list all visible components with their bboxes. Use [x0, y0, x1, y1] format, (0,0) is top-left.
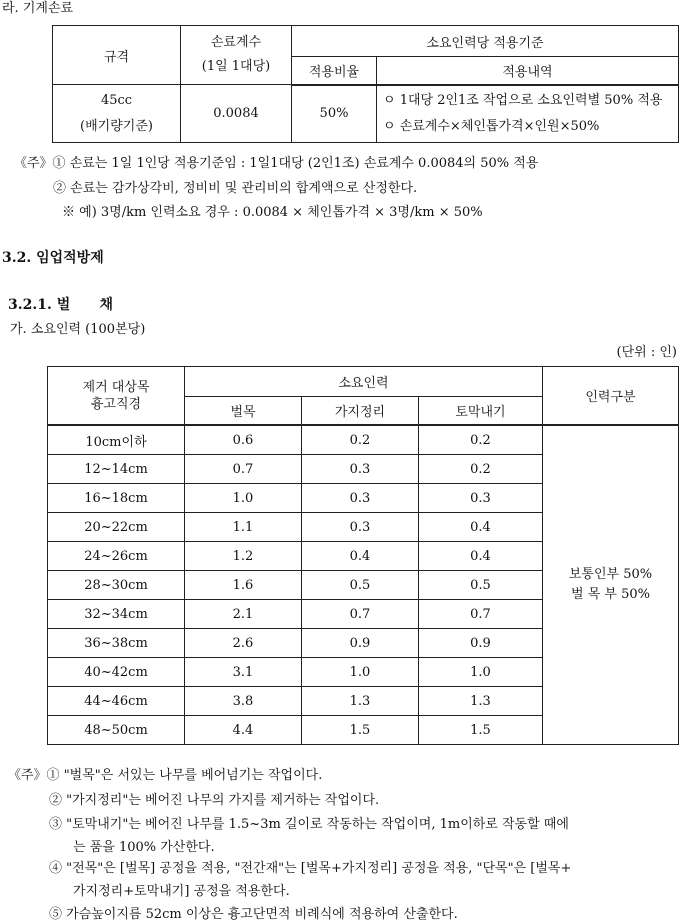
- cell-cut: 1.0: [185, 484, 302, 513]
- cell-size: 24~26cm: [48, 542, 185, 571]
- cell-size: 12~14cm: [48, 455, 185, 484]
- cell-buck: 1.5: [419, 716, 543, 745]
- cell-cut: 0.7: [185, 455, 302, 484]
- cell-coef: 0.0084: [181, 85, 292, 143]
- note2-line4a: ④ "전목"은 [벌목] 공정을 적용, "전간재"는 [벌목+가지정리] 공정을 적용, "단목"은 [벌목+: [49, 861, 572, 876]
- cell-branch: 1.0: [302, 658, 419, 687]
- heading-3-2: 3.2. 임업적방제: [2, 250, 104, 266]
- cell-cut: 3.8: [185, 687, 302, 716]
- heading-3-2-1: 3.2.1. 벌 채: [8, 297, 114, 313]
- cell-buck: 0.2: [419, 455, 543, 484]
- header-cut: 벌목: [185, 397, 302, 426]
- header-target: 제거 대상목 흉고직경: [48, 367, 185, 426]
- cell-branch: 0.3: [302, 455, 419, 484]
- cell-buck: 0.5: [419, 571, 543, 600]
- cell-buck: 1.3: [419, 687, 543, 716]
- cell-cut: 0.6: [185, 425, 302, 455]
- cell-cut: 1.6: [185, 571, 302, 600]
- cell-size: 16~18cm: [48, 484, 185, 513]
- header-detail: 적용내역: [377, 57, 679, 85]
- cell-cut: 1.2: [185, 542, 302, 571]
- header-buck: 토막내기: [419, 397, 543, 426]
- cell-buck: 0.9: [419, 629, 543, 658]
- note1-line2: ② 손료는 감가상각비, 정비비 및 관리비의 합계액으로 산정한다.: [53, 181, 418, 196]
- cell-buck: 0.4: [419, 513, 543, 542]
- cell-buck: 1.0: [419, 658, 543, 687]
- header-coef: 손료계수 (1일 1대당): [181, 26, 292, 85]
- cell-spec: 45cc (배기량기준): [53, 85, 181, 143]
- note2-line3b: 는 품을 100% 가산한다.: [73, 840, 215, 855]
- cell-branch: 1.3: [302, 687, 419, 716]
- unit-label: (단위 : 인): [616, 345, 677, 360]
- cell-branch: 0.3: [302, 513, 419, 542]
- cell-labor-type: 보통인부 50% 벌 목 부 50%: [543, 425, 679, 745]
- cell-branch: 0.5: [302, 571, 419, 600]
- note2-line1: 《주》① "벌목"은 서있는 나무를 베어넘기는 작업이다.: [8, 768, 323, 783]
- header-spec: 규격: [53, 26, 181, 85]
- labor-table: [47, 366, 679, 745]
- header-ratio: 적용비율: [292, 57, 377, 85]
- cell-size: 48~50cm: [48, 716, 185, 745]
- cell-cut: 1.1: [185, 513, 302, 542]
- section-ra-title: 라. 기계손료: [2, 1, 74, 16]
- cell-buck: 0.4: [419, 542, 543, 571]
- cell-branch: 0.2: [302, 425, 419, 455]
- cell-branch: 0.3: [302, 484, 419, 513]
- cell-buck: 0.7: [419, 600, 543, 629]
- cell-cut: 3.1: [185, 658, 302, 687]
- cell-size: 10cm이하: [48, 425, 185, 455]
- cell-cut: 4.4: [185, 716, 302, 745]
- cell-cut: 2.1: [185, 600, 302, 629]
- header-standard: 소요인력당 적용기준: [292, 26, 679, 57]
- cell-size: 32~34cm: [48, 600, 185, 629]
- note2-line2: ② "가지정리"는 베어진 나무의 가지를 제거하는 작업이다.: [49, 793, 380, 808]
- cell-branch: 0.7: [302, 600, 419, 629]
- detail-line-1: ㅇ 1대당 2인1조 작업으로 소요인력별 50% 적용: [383, 92, 663, 108]
- cell-ratio: 50%: [292, 85, 377, 143]
- note2-line5: ⑤ 가슴높이지름 52cm 이상은 흉고단면적 비례식에 적용하여 산출한다.: [49, 907, 458, 922]
- cell-cut: 2.6: [185, 629, 302, 658]
- cell-size: 44~46cm: [48, 687, 185, 716]
- cell-size: 28~30cm: [48, 571, 185, 600]
- detail-line-2: ㅇ 손료계수×체인톱가격×인원×50%: [383, 118, 600, 134]
- table-row: [48, 425, 679, 455]
- cell-size: 20~22cm: [48, 513, 185, 542]
- cell-size: 36~38cm: [48, 629, 185, 658]
- cell-branch: 0.9: [302, 629, 419, 658]
- sub-heading-ga: 가. 소요인력 (100본당): [10, 322, 146, 337]
- cell-buck: 0.2: [419, 425, 543, 455]
- header-labor: 소요인력: [185, 367, 543, 397]
- note1-line1: 《주》① 손료는 1일 1인당 적용기준임 : 1일1대당 (2인1조) 손료계수 0.0084의 50% 적용: [14, 156, 539, 171]
- note1-line3: ※ 예) 3명/km 인력소요 경우 : 0.0084 × 체인톱가격 × 3명/km × 50%: [62, 205, 483, 220]
- cell-size: 40~42cm: [48, 658, 185, 687]
- header-type: 인력구분: [543, 367, 679, 426]
- cell-branch: 1.5: [302, 716, 419, 745]
- note2-line4b: 가지정리+토막내기] 공정을 적용한다.: [73, 884, 290, 899]
- machine-cost-table: [52, 25, 679, 143]
- cell-buck: 0.3: [419, 484, 543, 513]
- cell-branch: 0.4: [302, 542, 419, 571]
- note2-line3a: ③ "토막내기"는 베어진 나무를 1.5~3m 길이로 작동하는 작업이며, 1m이하로 작동할 때에: [49, 817, 569, 832]
- header-branch: 가지정리: [302, 397, 419, 426]
- cell-detail: [377, 85, 679, 143]
